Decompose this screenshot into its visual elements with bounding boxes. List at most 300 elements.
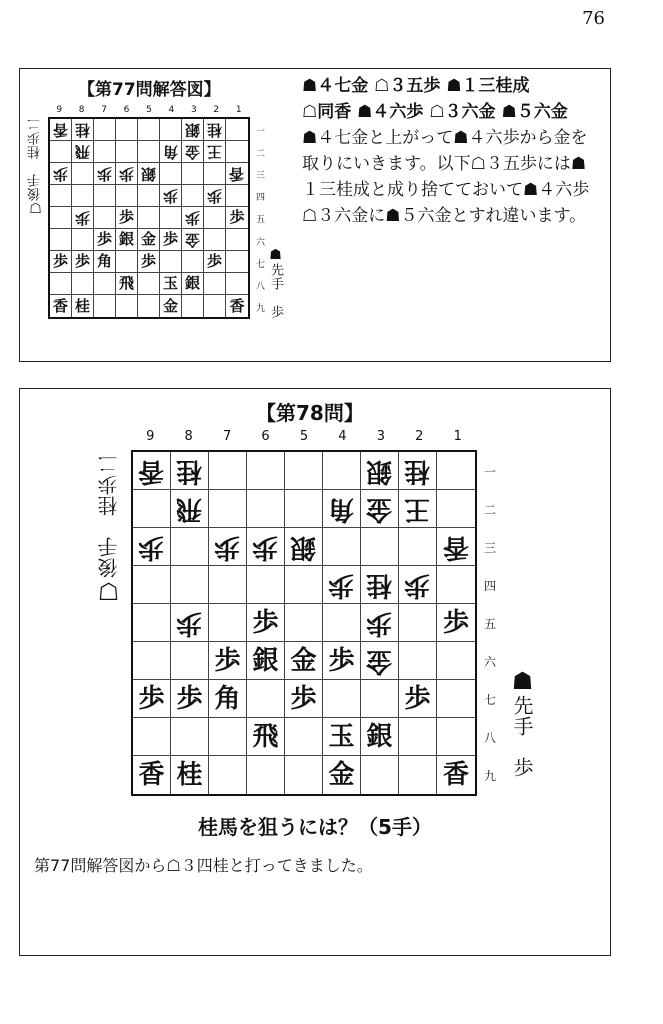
board-square: [160, 163, 182, 185]
sente-piece: 金: [140, 230, 156, 248]
gote-piece: 金: [184, 231, 200, 249]
board-square: [323, 680, 361, 718]
board-square: [171, 452, 209, 490]
board-square: [138, 207, 160, 229]
column-number: 7: [222, 429, 232, 444]
column-number: 7: [101, 105, 107, 115]
board-square: [399, 680, 437, 718]
board-square: [226, 273, 248, 295]
board-square: [133, 680, 171, 718]
gote-label: 後手: [28, 173, 43, 201]
sente-piece: 歩: [442, 607, 469, 638]
sente-piece: 歩: [140, 252, 156, 270]
board-square: [361, 718, 399, 756]
gote-piece: 香: [52, 121, 68, 139]
board-square: [204, 251, 226, 273]
board-square: [285, 718, 323, 756]
board-square: [182, 251, 204, 273]
column-number: 9: [56, 105, 63, 115]
board-square: [182, 185, 204, 207]
gote-piece: 桂: [404, 455, 431, 486]
board-square: [437, 604, 475, 642]
sente-piece: 銀: [366, 721, 393, 752]
column-number: 2: [213, 105, 220, 115]
board-square: [72, 163, 94, 185]
gote-hand: [26, 117, 45, 217]
column-number: 8: [78, 105, 85, 115]
sente-piece: 歩: [290, 683, 317, 714]
column-number: 6: [261, 429, 270, 444]
board-square: [133, 452, 171, 490]
row-number: 六: [484, 654, 497, 669]
board-square: [204, 119, 226, 141]
board-square: [361, 452, 399, 490]
column-number: 1: [453, 429, 462, 444]
sente-piece: 香: [229, 296, 245, 315]
board-square: [209, 566, 247, 604]
board-square: [361, 528, 399, 566]
board-square: [361, 642, 399, 680]
row-number: 四: [484, 578, 497, 593]
gote-piece: 銀: [184, 121, 200, 139]
row-number: 七: [256, 259, 266, 270]
sente-piece: 銀: [118, 230, 134, 248]
board-square: [138, 141, 160, 163]
row-number: 八: [484, 730, 497, 745]
sente-piece: 香: [52, 296, 68, 315]
board-square: [182, 163, 204, 185]
board-square: [209, 528, 247, 566]
board-square: [50, 163, 72, 185]
board-square: [50, 141, 72, 163]
board-square: [204, 273, 226, 295]
sente-piece: 玉: [328, 721, 355, 752]
board-square: [323, 718, 361, 756]
gote-piece: 歩: [138, 531, 165, 562]
sente-piece: 歩: [328, 645, 355, 676]
sente-mark-icon: ☗: [511, 667, 534, 695]
board-square: [247, 642, 285, 680]
gote-piece: 香: [138, 455, 165, 486]
gote-piece: 歩: [214, 531, 241, 562]
sente-mark-icon: ☗: [269, 247, 282, 263]
board-square: [182, 119, 204, 141]
board-square: [182, 295, 204, 317]
gote-piece: 歩: [52, 165, 68, 183]
board-square: [323, 566, 361, 604]
board-square: [116, 163, 138, 185]
sente-hand: [508, 667, 537, 778]
board-square: [226, 185, 248, 207]
board-square: [72, 295, 94, 317]
board-square: [171, 642, 209, 680]
sente-label: 先手: [268, 263, 283, 291]
gote-piece: 桂: [74, 121, 90, 139]
column-number: 3: [376, 429, 385, 444]
row-number: 五: [256, 215, 266, 226]
gote-piece: 歩: [74, 209, 90, 227]
sente-piece: 歩: [252, 607, 279, 638]
board-square: [437, 680, 475, 718]
board-square: [226, 141, 248, 163]
board-square: [323, 528, 361, 566]
board-square: [138, 119, 160, 141]
row-number: 九: [484, 768, 497, 783]
board-square: [226, 119, 248, 141]
column-number: 1: [235, 105, 242, 115]
column-number: 5: [299, 429, 309, 444]
board-square: [94, 251, 116, 273]
gote-piece: 歩: [404, 569, 431, 600]
board-square: [94, 119, 116, 141]
sente-piece: 金: [290, 645, 317, 676]
board-square: [399, 604, 437, 642]
board-square: [160, 119, 182, 141]
row-number: 四: [256, 193, 266, 204]
board-square: [133, 566, 171, 604]
gote-piece: 歩: [176, 607, 203, 638]
page-number: 76: [582, 8, 605, 29]
row-number: 九: [256, 304, 266, 315]
sente-piece: 香: [138, 760, 165, 790]
gote-piece: 金: [184, 143, 200, 161]
board-square: [133, 642, 171, 680]
sente-hand-pieces: 歩: [268, 305, 283, 319]
board-square: [171, 566, 209, 604]
board-square: [361, 680, 399, 718]
row-number: 八: [256, 282, 266, 293]
board-square: [160, 141, 182, 163]
board-square: [247, 680, 285, 718]
board-square: [204, 163, 226, 185]
board-square: [226, 163, 248, 185]
board-square: [209, 604, 247, 642]
board-square: [204, 229, 226, 251]
sente-piece: 歩: [176, 683, 203, 714]
board-square: [226, 207, 248, 229]
sente-piece: 角: [214, 683, 241, 714]
gote-mark-icon: ☖: [29, 201, 42, 217]
board-square: [182, 273, 204, 295]
row-number: 三: [484, 540, 497, 555]
board-square: [116, 229, 138, 251]
board-square: [171, 528, 209, 566]
row-number: 三: [256, 171, 266, 182]
board-square: [209, 490, 247, 528]
gote-piece: 金: [366, 645, 393, 676]
question-text: 桂馬を狙うには？（5手）: [198, 815, 432, 839]
board-square: [182, 229, 204, 251]
gote-hand-pieces: 桂歩二: [28, 117, 43, 159]
row-number: 六: [256, 237, 266, 248]
board-square: [437, 642, 475, 680]
sente-piece: 歩: [118, 208, 134, 226]
board-square: [138, 295, 160, 317]
board-square: [138, 163, 160, 185]
column-number: 9: [146, 429, 155, 444]
board-square: [94, 273, 116, 295]
board-square: [204, 207, 226, 229]
answer-moves-line-1: ☗４七金 ☖３五歩 ☗１三桂成: [302, 76, 530, 96]
board-square: [437, 490, 475, 528]
board-square: [94, 185, 116, 207]
gote-piece: 金: [366, 493, 393, 524]
column-number: 2: [415, 429, 424, 444]
gote-piece: 歩: [328, 569, 355, 600]
board-square: [209, 718, 247, 756]
column-number: 5: [146, 105, 152, 115]
board-square: [182, 207, 204, 229]
board-square: [138, 251, 160, 273]
gote-piece: 歩: [252, 531, 279, 562]
board-square: [138, 229, 160, 251]
board-square: [323, 756, 361, 794]
problem-77-answer-panel: [19, 68, 611, 362]
board-square: [138, 185, 160, 207]
gote-piece: 歩: [184, 209, 200, 227]
row-number: 一: [256, 126, 266, 137]
board-square: [171, 490, 209, 528]
board-square: [94, 295, 116, 317]
column-number: 4: [168, 105, 175, 115]
board-square: [285, 566, 323, 604]
board-square: [116, 185, 138, 207]
board-square: [437, 452, 475, 490]
gote-piece: 歩: [118, 165, 134, 183]
sente-piece: 桂: [74, 296, 90, 315]
gote-piece: 角: [162, 143, 178, 161]
board-square: [72, 185, 94, 207]
board-square: [204, 295, 226, 317]
board-square: [209, 642, 247, 680]
row-number: 七: [484, 692, 497, 707]
sente-hand-pieces: 歩: [510, 757, 534, 778]
board-square: [94, 141, 116, 163]
board-square: [399, 756, 437, 794]
gote-piece: 歩: [206, 187, 222, 205]
board-square: [50, 273, 72, 295]
board-square: [323, 642, 361, 680]
board-square: [116, 295, 138, 317]
answer-moves-line-2: ☖同香 ☗４六歩 ☖３六金 ☗５六金: [302, 102, 568, 122]
gote-piece: 桂: [366, 569, 393, 600]
sente-piece: 銀: [252, 645, 279, 676]
row-number: 一: [484, 464, 497, 479]
board-square: [116, 273, 138, 295]
board-square: [204, 185, 226, 207]
gote-piece: 香: [229, 165, 245, 183]
board-square: [247, 566, 285, 604]
board-square: [247, 756, 285, 794]
board-square: [50, 229, 72, 251]
board-square: [247, 718, 285, 756]
board-square: [171, 680, 209, 718]
board-square: [437, 528, 475, 566]
board-square: [285, 604, 323, 642]
board-square: [399, 528, 437, 566]
board-square: [94, 163, 116, 185]
board-square: [437, 566, 475, 604]
gote-piece: 歩: [96, 165, 112, 183]
column-numbers: [131, 429, 477, 444]
board-square: [247, 490, 285, 528]
sente-piece: 歩: [214, 645, 241, 676]
gote-hand-pieces: 桂歩二: [97, 453, 121, 516]
problem-78-title: 【第78問】: [256, 401, 364, 425]
gote-piece: 銀: [290, 531, 317, 562]
board-square: [94, 207, 116, 229]
row-numbers: [256, 119, 265, 319]
sente-hand: [266, 247, 285, 319]
board-square: [399, 718, 437, 756]
sente-piece: 銀: [184, 274, 200, 292]
row-number: 二: [256, 148, 266, 159]
board-square: [285, 680, 323, 718]
board-square: [72, 141, 94, 163]
board-square: [399, 452, 437, 490]
board-square: [72, 207, 94, 229]
gote-piece: 香: [442, 531, 469, 562]
board-square: [160, 273, 182, 295]
gote-piece: 王: [206, 143, 222, 161]
board-square: [399, 566, 437, 604]
board-square: [361, 490, 399, 528]
board-square: [94, 229, 116, 251]
board-square: [361, 604, 399, 642]
gote-piece: 飛: [176, 493, 203, 524]
gote-piece: 桂: [176, 455, 203, 486]
column-number: 6: [123, 105, 130, 115]
gote-hand: [94, 453, 123, 606]
board-square: [361, 566, 399, 604]
board-square: [285, 642, 323, 680]
sente-piece: 香: [442, 760, 469, 790]
board-square: [72, 251, 94, 273]
board-square: [133, 718, 171, 756]
sente-label: 先手: [510, 695, 534, 737]
gote-piece: 歩: [366, 607, 393, 638]
board-square: [50, 185, 72, 207]
sente-piece: 飛: [118, 274, 134, 292]
board-square: [226, 295, 248, 317]
sente-piece: 歩: [229, 208, 245, 226]
board-square: [138, 273, 160, 295]
board-square: [285, 528, 323, 566]
board-square: [133, 490, 171, 528]
board-square: [50, 251, 72, 273]
problem-77-title: 【第77問解答図】: [78, 80, 221, 100]
board-square: [116, 251, 138, 273]
board-square: [209, 452, 247, 490]
board-square: [72, 119, 94, 141]
board-square: [171, 718, 209, 756]
board-square: [209, 756, 247, 794]
shogi-board: [131, 450, 477, 796]
board-square: [285, 756, 323, 794]
board-square: [247, 452, 285, 490]
gote-label: 後手: [97, 536, 121, 578]
board-square: [226, 251, 248, 273]
column-number: 4: [338, 429, 347, 444]
column-numbers: [48, 105, 250, 115]
board-square: [160, 207, 182, 229]
column-number: 3: [190, 105, 197, 115]
board-square: [116, 119, 138, 141]
sente-piece: 歩: [96, 230, 112, 248]
board-square: [226, 229, 248, 251]
sente-piece: 歩: [206, 252, 222, 270]
gote-piece: 銀: [366, 455, 393, 486]
answer-text: [302, 73, 602, 229]
sente-piece: 飛: [252, 721, 279, 752]
board-square: [361, 756, 399, 794]
sente-piece: 歩: [138, 683, 165, 714]
board-square: [160, 185, 182, 207]
board-square: [133, 528, 171, 566]
row-numbers: [484, 452, 496, 794]
board-square: [133, 756, 171, 794]
board-square: [285, 490, 323, 528]
board-square: [209, 680, 247, 718]
sente-piece: 角: [96, 252, 112, 270]
board-square: [50, 295, 72, 317]
row-number: 五: [484, 616, 497, 631]
board-square: [437, 718, 475, 756]
board-square: [323, 604, 361, 642]
sente-piece: 歩: [52, 252, 68, 270]
sente-piece: 歩: [162, 230, 178, 248]
shogi-board: [48, 117, 250, 319]
board-square: [323, 490, 361, 528]
board-square: [133, 604, 171, 642]
board-square: [50, 207, 72, 229]
sente-piece: 歩: [74, 252, 90, 270]
board-square: [399, 642, 437, 680]
board-square: [116, 141, 138, 163]
board-square: [399, 490, 437, 528]
board-square: [247, 604, 285, 642]
gote-mark-icon: ☖: [97, 578, 120, 606]
gote-piece: 角: [328, 493, 355, 524]
board-square: [171, 756, 209, 794]
board-square: [72, 273, 94, 295]
sente-piece: 金: [328, 760, 355, 790]
sente-piece: 歩: [404, 683, 431, 714]
board-square: [285, 452, 323, 490]
board-square: [160, 295, 182, 317]
gote-piece: 歩: [162, 187, 178, 205]
board-square: [116, 207, 138, 229]
board-square: [160, 229, 182, 251]
gote-piece: 桂: [206, 121, 222, 139]
gote-piece: 王: [404, 493, 431, 524]
problem-description: 第77問解答図から☖３四桂と打ってきました。: [34, 856, 373, 875]
answer-explanation: ☗４七金と上がって☗４六歩から金を取りにいきます。以下☖３五歩には☗１三桂成と成り捨てておいて☗４六歩☖３六金に☗５六金とすれ違います。: [302, 128, 590, 226]
board-square: [50, 119, 72, 141]
board-square: [160, 251, 182, 273]
problem-78-panel: [19, 388, 611, 956]
gote-piece: 飛: [74, 143, 90, 161]
column-number: 8: [184, 429, 193, 444]
board-square: [247, 528, 285, 566]
board-square: [204, 141, 226, 163]
board-square: [182, 141, 204, 163]
sente-piece: 玉: [162, 274, 178, 292]
board-square: [171, 604, 209, 642]
board-square: [323, 452, 361, 490]
sente-piece: 金: [162, 296, 178, 315]
gote-piece: 銀: [140, 165, 156, 183]
